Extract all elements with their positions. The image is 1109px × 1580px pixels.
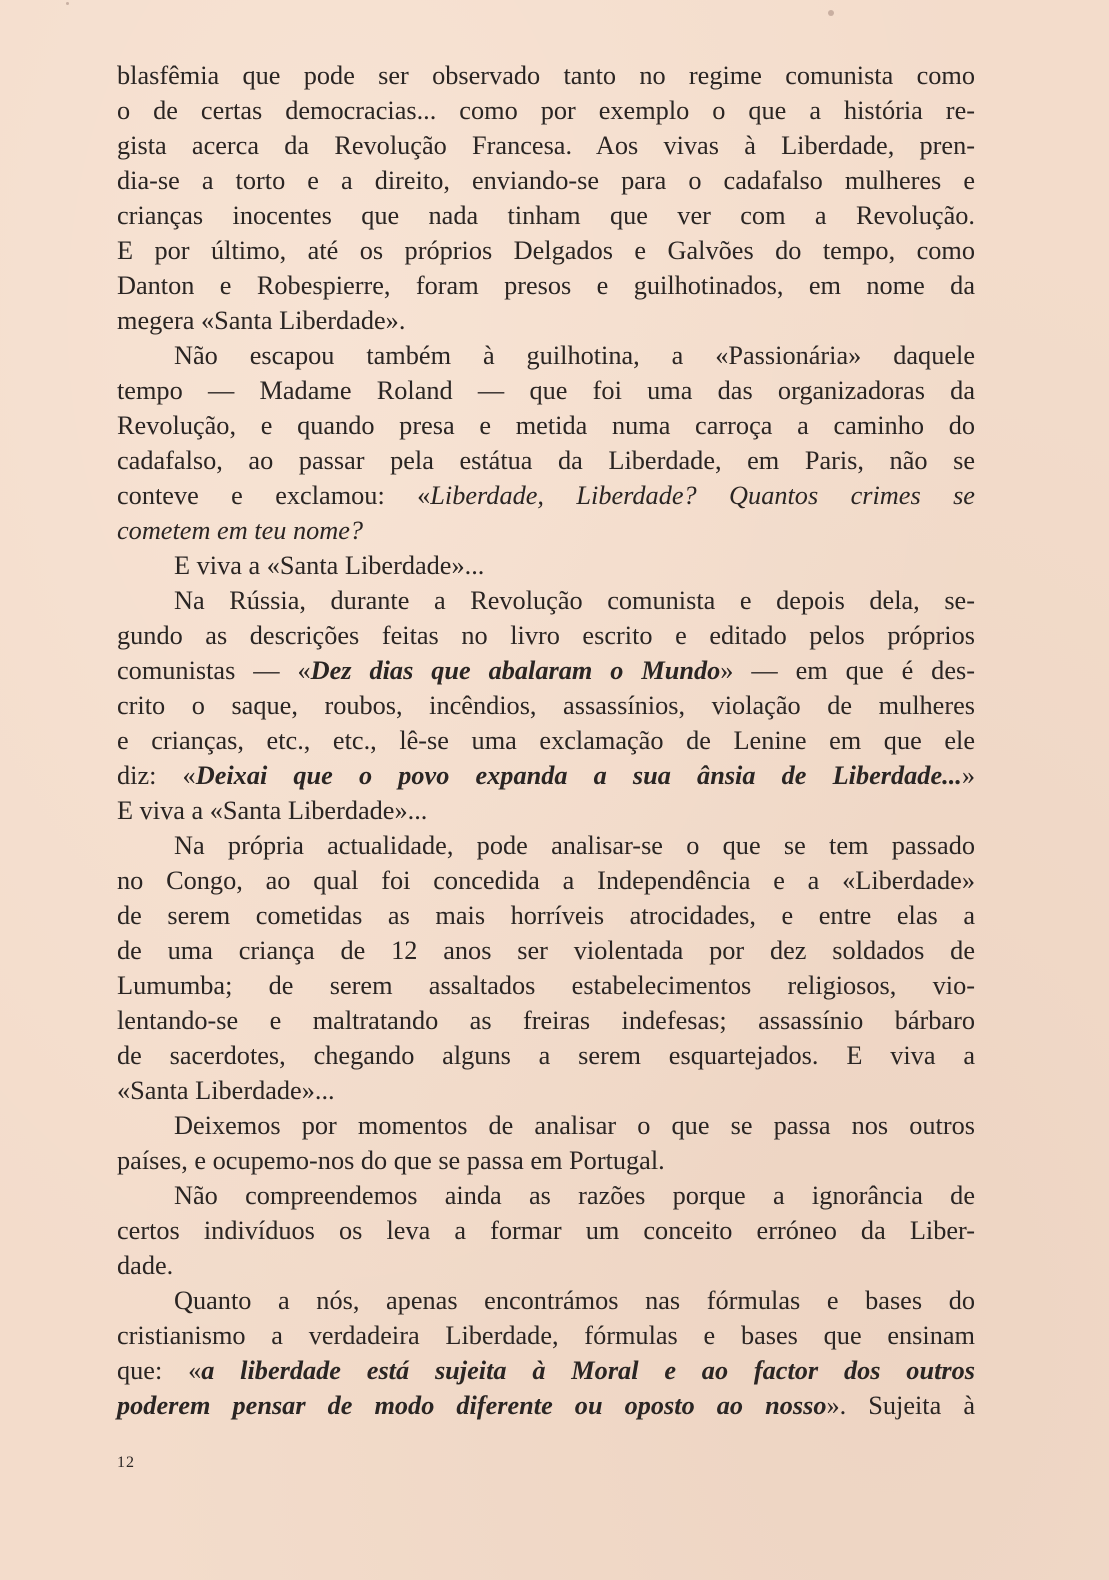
text-line: certos indivíduos os leva a formar um conceito erróneo da Liber-: [117, 1216, 975, 1245]
text-line: Lumumba; de serem assaltados estabelecimentos religiosos, vio-: [117, 971, 975, 1000]
text-line: de serem cometidas as mais horríveis atrocidades, e entre elas a: [117, 901, 975, 930]
text-run: conteve e exclamou: «: [117, 481, 431, 510]
text-line: lentando-se e maltratando as freiras indefesas; assassínio bárbaro: [117, 1006, 975, 1035]
text-line: E viva a «Santa Liberdade»...: [174, 551, 485, 580]
text-line: no Congo, ao qual foi concedida a Independência e a «Liberdade»: [117, 866, 975, 895]
text-line: Na Rússia, durante a Revolução comunista e depois dela, se-: [174, 586, 975, 615]
text-run: » — em que é des-: [720, 656, 975, 685]
ink-speck: [828, 10, 834, 16]
text-line: Não compreendemos ainda as razões porque a ignorância de: [174, 1181, 975, 1210]
text-line: crito o saque, roubos, incêndios, assassínios, violação de mulheres: [117, 691, 975, 720]
italic-quote: cometem em teu nome?: [117, 516, 364, 545]
text-line: Danton e Robespierre, foram presos e guilhotinados, em nome da: [117, 271, 975, 300]
ink-speck: [66, 2, 69, 5]
text-line: cristianismo a verdadeira Liberdade, fórmulas e bases que ensinam: [117, 1321, 975, 1350]
text-line: [117, 653, 975, 688]
text-line: crianças inocentes que nada tinham que ver com a Revolução.: [117, 201, 975, 230]
liberty-quote: poderem pensar de modo diferente ou oposto ao nosso: [117, 1391, 827, 1420]
text-run: diz: «: [117, 761, 196, 790]
body-text: [117, 58, 975, 1423]
text-line: Deixemos por momentos de analisar o que se passa nos outros: [174, 1111, 975, 1140]
text-line: de sacerdotes, chegando alguns a serem esquartejados. E viva a: [117, 1041, 975, 1070]
text-line: [117, 1388, 975, 1423]
text-line: Revolução, e quando presa e metida numa carroça a caminho do: [117, 411, 975, 440]
text-line: E viva a «Santa Liberdade»...: [117, 796, 428, 825]
page-number: 12: [117, 1454, 135, 1471]
text-run: »: [961, 761, 976, 790]
text-line: E por último, até os próprios Delgados e Galvões do tempo, como: [117, 236, 975, 265]
text-line: dia-se a torto e a direito, enviando-se para o cadafalso mulheres e: [117, 166, 975, 195]
text-line: [117, 1353, 975, 1388]
text-run: que: «: [117, 1356, 202, 1385]
text-line: Quanto a nós, apenas encontrámos nas fórmulas e bases do: [174, 1286, 975, 1315]
text-line: o de certas democracias... como por exemplo o que a história re-: [117, 96, 975, 125]
text-line: «Santa Liberdade»...: [117, 1076, 335, 1105]
text-line: Não escapou também à guilhotina, a «Passionária» daquele: [174, 341, 975, 370]
text-line: dade.: [117, 1251, 174, 1280]
text-line: megera «Santa Liberdade».: [117, 306, 406, 335]
text-line: de uma criança de 12 anos ser violentada por dez soldados de: [117, 936, 975, 965]
text-line: cadafalso, ao passar pela estátua da Liberdade, em Paris, não se: [117, 446, 975, 475]
text-line: gista acerca da Revolução Francesa. Aos vivas à Liberdade, pren-: [117, 131, 975, 160]
text-line: [117, 478, 975, 513]
text-line: Na própria actualidade, pode analisar-se o que se tem passado: [174, 831, 975, 860]
italic-quote: Liberdade, Liberdade? Quantos crimes se: [430, 481, 975, 510]
text-run: comunistas — «: [117, 656, 311, 685]
text-run: ». Sujeita à: [826, 1391, 975, 1420]
text-line: [117, 758, 975, 793]
text-line: blasfêmia que pode ser observado tanto no regime comunista como: [117, 61, 975, 90]
text-line: gundo as descrições feitas no livro escrito e editado pelos próprios: [117, 621, 975, 650]
text-line: e crianças, etc., etc., lê-se uma exclamação de Lenine em que ele: [117, 726, 975, 755]
lenin-quote: Deixai que o povo expanda a sua ânsia de Liberdade...: [195, 761, 962, 790]
liberty-quote: a liberdade está sujeita à Moral e ao factor dos outros: [201, 1356, 975, 1385]
book-title: Dez dias que abalaram o Mundo: [310, 656, 721, 685]
text-line: tempo — Madame Roland — que foi uma das organizadoras da: [117, 376, 975, 405]
text-line: países, e ocupemo-nos do que se passa em Portugal.: [117, 1146, 665, 1175]
